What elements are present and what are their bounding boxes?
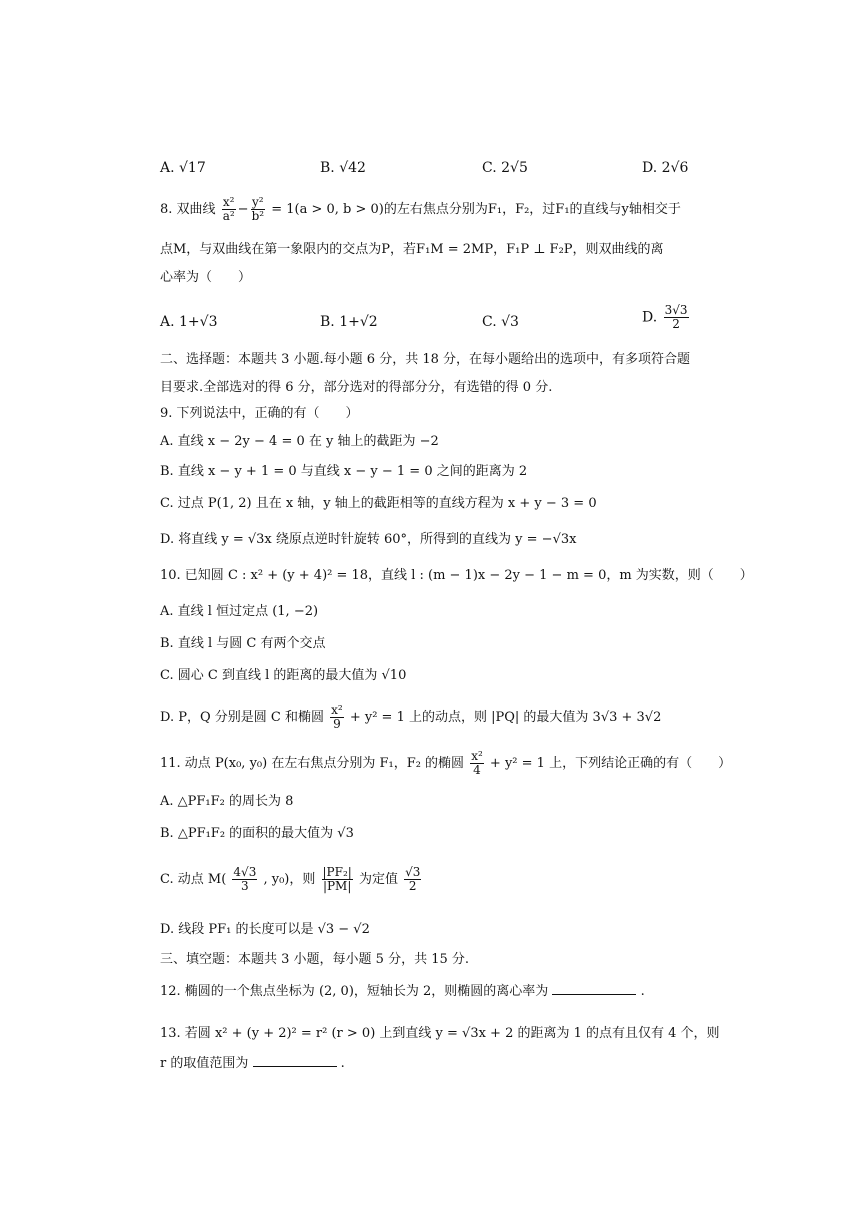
q11-stem-post: + y² = 1 上，下列结论正确的有（ ） [489,756,732,771]
q8-stem-line1 [160,196,681,223]
q11-option-c-pre: C. 动点 M( [160,872,227,887]
q12-end: . [640,984,645,999]
q11-option-c-mid2: 为定值 [358,872,398,887]
q10-option-d-fraction [330,704,344,731]
q10-option-d [160,704,661,731]
q8-frac2-den: b² [251,209,265,223]
q9-option-d: D. 将直线 y = √3x 绕原点逆时针旋转 60°，所得到的直线为 y = −√3x [160,532,577,547]
q11-option-c-num2: |PF₂| [322,865,352,879]
q8-option-d-label: D. [642,309,658,326]
q11-stem-pre: 11. 动点 P(x₀, y₀) 在左右焦点分别为 F₁，F₂ 的椭圆 [160,756,465,771]
section2-instructions-line2: 目要求.全部选对的得 6 分，部分选对的得部分分，有选错的得 0 分. [160,380,553,395]
q8-frac1-num: x² [222,195,235,209]
q8-option-d-den: 2 [672,317,680,331]
q12-answer-blank [552,982,636,995]
q12-question [160,982,645,1002]
q13-end: . [340,1056,345,1071]
q8-stem-line2: 点M，与双曲线在第一象限内的交点为P，若F₁M = 2MP，F₁P ⊥ F₂P，则双曲线的离 [160,242,664,257]
q10-option-d-post: + y² = 1 上的动点，则 |PQ| 的最大值为 3√3 + 3√2 [349,710,662,725]
q7-option-a: A. √17 [160,160,206,176]
q9-option-c: C. 过点 P(1, 2) 且在 x 轴，y 轴上的截距相等的直线方程为 x + y − 3 = 0 [160,496,597,511]
q11-option-c-num1: 4√3 [233,865,257,879]
q8-fraction-y [251,196,266,223]
q8-stem-line1-post: = 1(a > 0, b > 0)的左右焦点分别为F₁，F₂，过F₁的直线与y轴相交于 [271,202,681,217]
q13-answer-blank [253,1054,337,1067]
q11-option-b: B. △PF₁F₂ 的面积的最大值为 √3 [160,826,354,841]
q10-option-a: A. 直线 l 恒过定点 (1, −2) [160,604,319,619]
q8-option-d-num: 3√3 [664,303,688,317]
q11-option-c-den2: |PM| [322,879,352,893]
q8-option-d [642,304,691,331]
q7-option-d: D. 2√6 [642,160,689,176]
q8-option-d-fraction [664,304,689,331]
q10-option-c: C. 圆心 C 到直线 l 的距离的最大值为 √10 [160,668,407,683]
q7-option-b: B. √42 [320,160,366,176]
q9-stem: 9. 下列说法中，正确的有（ ） [160,406,359,421]
q8-frac-minus: − [237,202,249,217]
q11-option-c [160,866,423,893]
q8-stem-pre: 8. 双曲线 [160,202,216,217]
q11-option-c-den1: 3 [241,879,249,893]
q11-option-c-den3: 2 [408,879,417,893]
q10-option-d-den: 9 [333,717,341,731]
q10-option-d-num: x² [331,703,343,717]
q8-option-a: A. 1+√3 [160,314,218,330]
q10-option-b: B. 直线 l 与圆 C 有两个交点 [160,636,326,651]
section2-instructions-line1: 二、选择题：本题共 3 小题.每小题 6 分，共 18 分，在每小题给出的选项中，有多项符合题 [160,352,691,367]
q8-fraction-x [222,196,236,223]
q8-stem-line3: 心率为（ ） [160,270,252,285]
q11-option-c-fraction1 [232,866,257,893]
q10-option-d-pre: D. P，Q 分别是圆 C 和椭圆 [160,710,324,725]
q13-question-line2 [160,1054,345,1074]
q12-text: 12. 椭圆的一个焦点坐标为 (2, 0)，短轴长为 2，则椭圆的离心率为 [160,984,549,999]
q11-option-c-fraction2 [322,866,353,893]
section3-instructions: 三、填空题：本题共 3 小题，每小题 5 分，共 15 分. [160,952,470,967]
q9-option-b: B. 直线 x − y + 1 = 0 与直线 x − y − 1 = 0 之间的距离为 2 [160,464,528,479]
q11-option-a: A. △PF₁F₂ 的周长为 8 [160,794,294,809]
q7-option-c: C. 2√5 [482,160,528,176]
q13-text-line2: r 的取值范围为 [160,1056,249,1071]
q11-option-d: D. 线段 PF₁ 的长度可以是 √3 − √2 [160,922,370,937]
q11-option-c-fraction3 [404,866,421,893]
q11-stem [160,750,731,777]
q8-option-c: C. √3 [482,314,519,330]
q11-option-c-num3: √3 [405,865,421,879]
q8-frac1-den: a² [222,209,235,223]
q11-option-c-mid: , y₀)，则 [263,872,316,887]
q11-stem-fraction [470,750,484,777]
q11-stem-num: x² [471,749,483,763]
q8-frac2-num: y² [252,195,264,209]
q10-stem: 10. 已知圆 C : x² + (y + 4)² = 18，直线 l : (m − 1)x − 2y − 1 − m = 0，m 为实数，则（ ） [160,568,753,583]
q8-option-b: B. 1+√2 [320,314,378,330]
q9-option-a: A. 直线 x − 2y − 4 = 0 在 y 轴上的截距为 −2 [160,434,439,449]
q13-question-line1: 13. 若圆 x² + (y + 2)² = r² (r > 0) 上到直线 y = √3x + 2 的距离为 1 的点有且仅有 4 个，则 [160,1026,720,1041]
q11-stem-den: 4 [473,763,481,777]
